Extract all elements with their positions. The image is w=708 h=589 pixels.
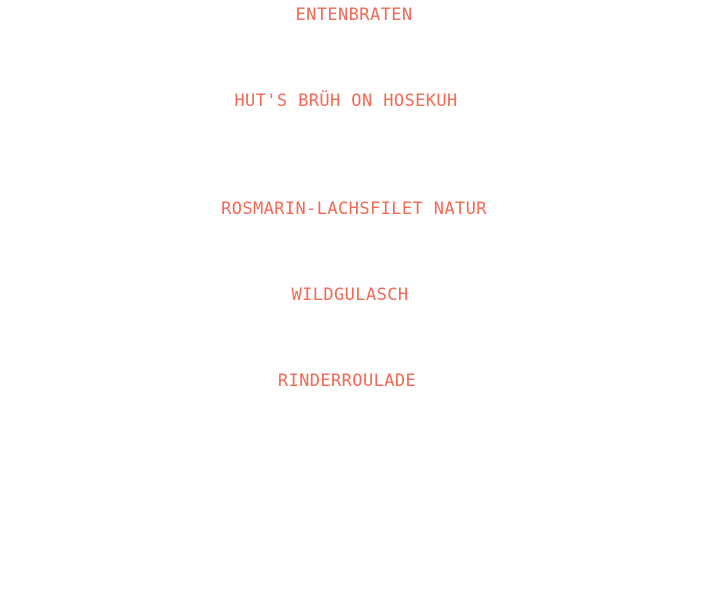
- menu-item-rinderroulade[interactable]: RINDERROULADE: [277, 371, 417, 391]
- menu-item-huts-brueh-on-hosekuh[interactable]: HUT'S BRÜH ON HOSEKUH: [234, 91, 458, 111]
- menu-item-wildgulasch[interactable]: WILDGULASCH: [291, 285, 409, 305]
- menu-item-rosmarin-lachsfilet-natur[interactable]: ROSMARIN-LACHSFILET NATUR: [221, 199, 487, 219]
- menu-item-entenbraten[interactable]: ENTENBRATEN: [295, 5, 413, 25]
